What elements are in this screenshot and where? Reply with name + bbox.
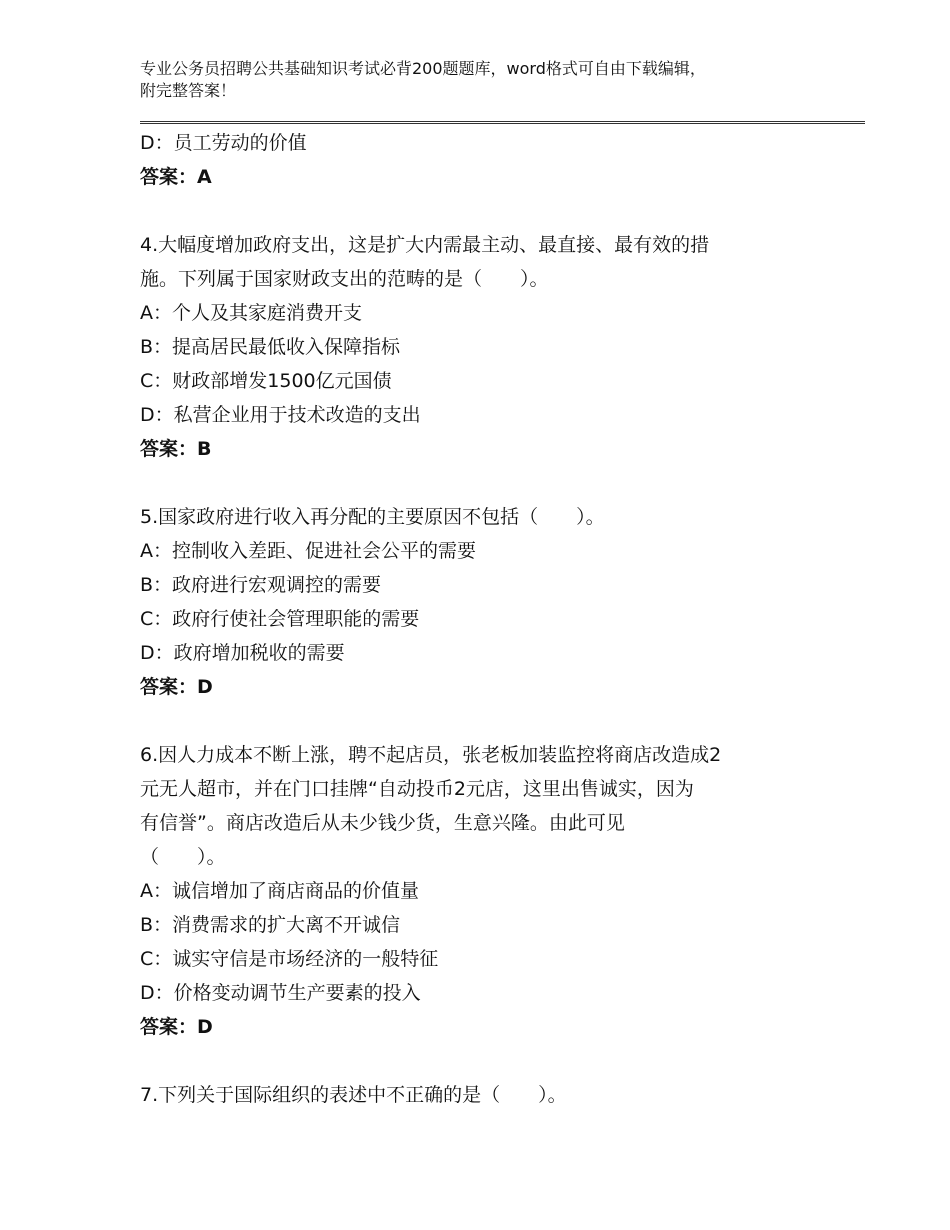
question-3-tail — [140, 126, 840, 194]
option-a: A：诚信增加了商店商品的价值量 — [140, 880, 419, 902]
question-6 — [140, 738, 840, 1044]
option-b: B：提高居民最低收入保障指标 — [140, 336, 401, 358]
option-d: D：政府增加税收的需要 — [140, 642, 345, 664]
question-stem: 元无人超市，并在门口挂牌“自动投币2元店，这里出售诚实，因为 — [140, 778, 694, 800]
page-header — [140, 58, 840, 102]
header-title-line-1: 专业公务员招聘公共基础知识考试必背200题题库，word格式可自由下载编辑， — [140, 59, 706, 78]
option-d: D：私营企业用于技术改造的支出 — [140, 404, 421, 426]
question-stem: 施。下列属于国家财政支出的范畴的是（ ）。 — [140, 268, 549, 290]
option-a: A：控制收入差距、促进社会公平的需要 — [140, 540, 476, 562]
option-b: B：消费需求的扩大离不开诚信 — [140, 914, 401, 936]
header-title-line-2: 附完整答案！ — [140, 81, 237, 100]
option-b: B：政府进行宏观调控的需要 — [140, 574, 382, 596]
spacer — [140, 466, 840, 500]
question-5 — [140, 500, 840, 704]
option-c: C：政府行使社会管理职能的需要 — [140, 608, 420, 630]
spacer — [140, 704, 840, 738]
header-divider — [140, 121, 865, 124]
question-stem: （ ）。 — [140, 846, 226, 868]
answer: 答案：D — [140, 1016, 213, 1038]
option-c: C：财政部增发1500亿元国债 — [140, 370, 392, 392]
question-stem: 7.下列关于国际组织的表述中不正确的是（ ）。 — [140, 1084, 567, 1106]
question-7 — [140, 1078, 840, 1112]
question-stem: 有信誉”。商店改造后从未少钱少货，生意兴隆。由此可见 — [140, 812, 625, 834]
spacer — [140, 194, 840, 228]
option-c: C：诚实守信是市场经济的一般特征 — [140, 948, 439, 970]
answer: 答案：D — [140, 676, 213, 698]
question-stem: 6.因人力成本不断上涨，聘不起店员，张老板加装监控将商店改造成2 — [140, 744, 722, 766]
question-4 — [140, 228, 840, 466]
document-body — [140, 126, 840, 1112]
question-stem: 4.大幅度增加政府支出，这是扩大内需最主动、最直接、最有效的措 — [140, 234, 710, 256]
spacer — [140, 1044, 840, 1078]
question-stem: 5.国家政府进行收入再分配的主要原因不包括（ ）。 — [140, 506, 605, 528]
answer: 答案：B — [140, 438, 212, 460]
option-d: D：员工劳动的价值 — [140, 132, 307, 154]
option-d: D：价格变动调节生产要素的投入 — [140, 982, 421, 1004]
answer: 答案：A — [140, 166, 212, 188]
option-a: A：个人及其家庭消费开支 — [140, 302, 362, 324]
